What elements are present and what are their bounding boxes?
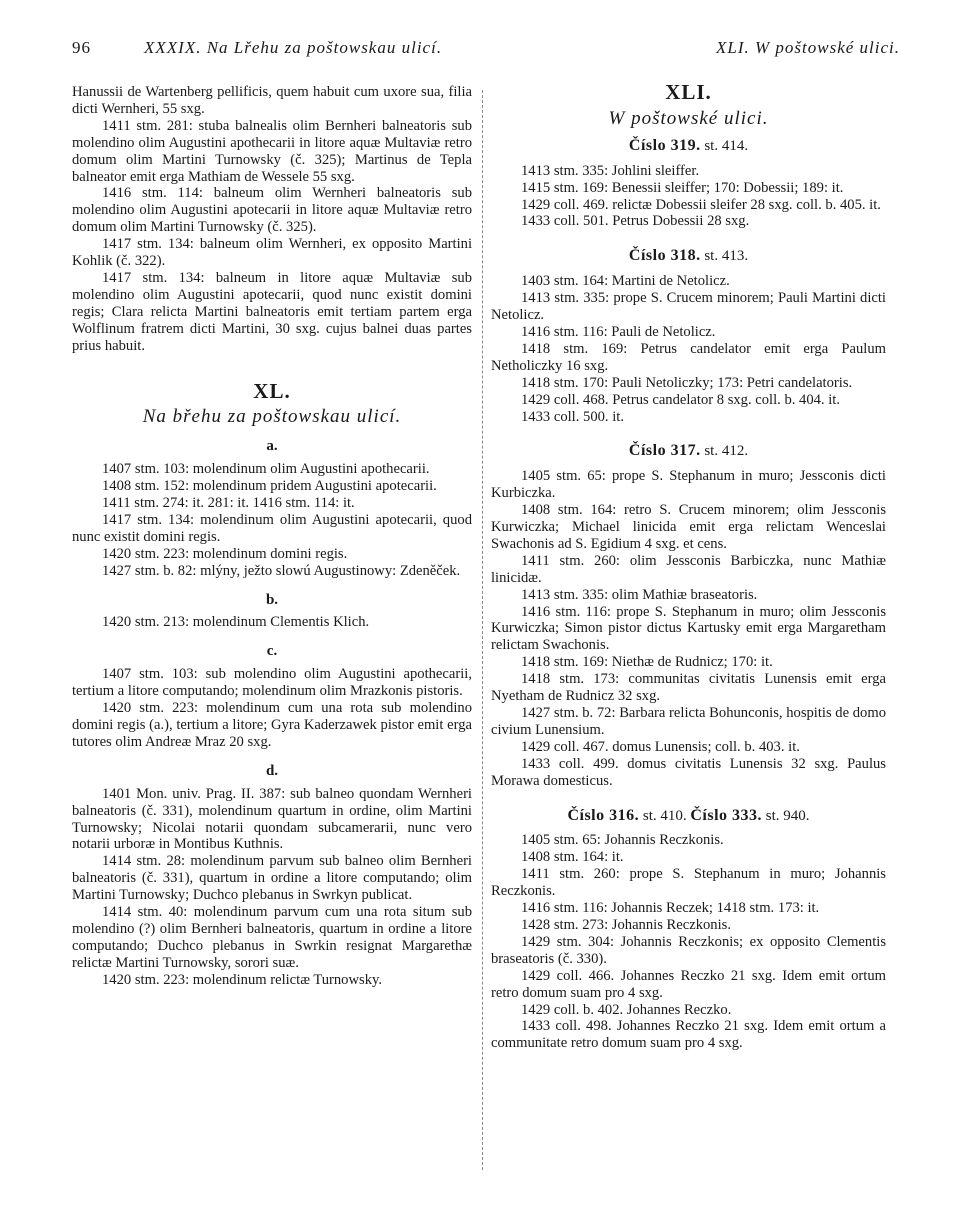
house-number-heading [491,138,886,155]
paragraph: 1420 stm. 223: molendinum cum una rota sub molendino domini regis (a.), tertium a litore; Gyra Kaderzawek pistor emit erga tutores olim Andreæ Mraz 20 sxg. [72,700,472,750]
paragraph: 1415 stm. 169: Benessii sleiffer; 170: Dobessii; 189: it. [521,179,844,196]
subsection-label: a. [266,438,278,455]
paragraph: 1420 stm. 213: molendinum Clementis Klich. [102,614,370,631]
street-number: st. 414. [704,137,749,154]
running-head-left: XXXIX. Na Lřehu za poštowskau ulicí. [144,38,443,57]
page-number: 96 [72,38,91,57]
paragraph: 1416 stm. 116: Johannis Reczek; 1418 stm. 173: it. [521,900,820,917]
section-number: XL. [253,378,291,403]
paragraph: 1433 coll. 500. it. [521,408,624,425]
paragraph: 1413 stm. 335: Johlini sleiffer. [521,162,700,179]
paragraph: 1405 stm. 65: Johannis Reczkonis. [521,832,724,849]
section-title: W poštowské ulici. [608,107,769,129]
paragraph: 1403 stm. 164: Martini de Netolicz. [521,273,730,290]
paragraph: 1420 stm. 223: molendinum relictæ Turnowsky. [102,971,382,988]
paragraph: 1414 stm. 28: molendinum parvum sub balneo olim Bernheri balneatoris (č. 331), quartum in ordine a litore computando; olim Martini Turnowsky; Duchco plebanus in Swrkyn publicat. [72,853,472,904]
paragraph: 1428 stm. 273: Johannis Reczkonis. [521,916,731,933]
house-number: Číslo 319. [628,136,701,154]
paragraph: 1411 stm. 281: stuba balnealis olim Bernheri balneatoris sub molendino olim Augustini apothecarii in litore aquæ Multaviæ retro domum olim Martini Turnowsky (č. 325); Martinus de Tepla balneator emit erga Mathiam de Wessele 55 sxg. [72,117,472,185]
paragraph: 1429 coll. 466. Johannes Reczko 21 sxg. Idem emit ortum retro domum suam pro 4 sxg. [491,967,886,1001]
paragraph: 1433 coll. 499. domus civitatis Lunensis 32 sxg. Paulus Morawa domesticus. [491,755,886,789]
house-number-heading [491,443,886,460]
paragraph: 1414 stm. 40: molendinum parvum cum una rota situm sub molendino (?) olim Bernheri balneatoris, quartum in ordine a litore computando; Duchco plebanus in Swrkin resignat Margarethæ relictæ Martini Turnowsky, sorori suæ. [72,904,472,971]
paragraph: 1411 stm. 274: it. 281: it. 1416 stm. 114: it. [102,495,355,512]
running-head-right: XLI. W poštowské ulici. [715,38,900,57]
paragraph: Hanussii de Wartenberg pellificis, quem habuit cum uxore sua, filia dicti Wernheri, 55 sxg. [72,84,472,117]
paragraph: 1433 coll. 501. Petrus Dobessii 28 sxg. [521,213,750,230]
house-number-heading [491,248,886,265]
column-divider [482,90,483,1170]
paragraph: 1416 stm. 116: Pauli de Netolicz. [521,323,716,340]
paragraph: 1429 coll. 467. domus Lunensis; coll. b. 403. it. [521,738,800,755]
paragraph: 1429 coll. b. 402. Johannes Reczko. [521,1001,732,1018]
house-number: Číslo 333. [690,806,763,824]
subsection-label: c. [266,643,278,660]
paragraph: 1429 stm. 304: Johannis Reczkonis; ex opposito Clementis braseatoris (č. 330). [491,933,886,967]
street-number: st. 413. [704,248,749,265]
left-column [72,84,472,989]
paragraph: 1408 stm. 164: retro S. Crucem minorem; olim Jessconis Kurwiczka; Michael linicida emit erga relictam Wenceslai Swachonis ad S. Egidium 4 sxg. et cens. [491,502,886,552]
paragraph: 1418 stm. 170: Pauli Netoliczky; 173: Petri candelatoris. [521,374,853,391]
house-number: Číslo 318. [628,247,701,265]
paragraph: 1405 stm. 65: prope S. Stephanum in muro; Jessconis dicti Kurbiczka. [491,468,886,502]
street-number: st. 940. [765,807,810,824]
paragraph: 1420 stm. 223: molendinum domini regis. [102,545,348,562]
paragraph: 1427 stm. b. 72: Barbara relicta Bohunconis, hospitis de domo civium Lunensium. [491,705,886,738]
section-number: XLI. [665,80,712,104]
house-number-heading [491,808,886,825]
paragraph: 1417 stm. 134: balneum olim Wernheri, ex opposito Martini Kohlik (č. 322). [72,236,472,270]
paragraph: 1417 stm. 134: balneum in litore aquæ Multaviæ sub molendino olim Augustini apotecarii, quod nunc existit domini regis; Clara relicta Martini balneatoris emit tertiam partem erga Wolflinum fratrem dicti Martini, 30 sxg. cujus balnei duas partes prius habuit. [72,269,472,354]
section-title: Na břehu za poštowskau ulicí. [142,406,402,428]
page-header [72,38,900,64]
subsection-label: b. [265,591,279,608]
paragraph: 1418 stm. 169: Niethæ de Rudnicz; 170: it. [521,654,773,671]
paragraph: 1417 stm. 134: molendinum olim Augustini apotecarii, quod nunc existit domini regis. [72,511,472,545]
street-number: st. 412. [704,443,749,460]
paragraph: 1401 Mon. univ. Prag. II. 387: sub balneo quondam Wernheri balneatoris (č. 331), molendinum quartum in ordine, olim Martini Turnowsky; Nicolai notarii quondam subcamerarii, nunc vero notarii urboræ in Montibus Kuthnis. [72,785,472,853]
paragraph: 1429 coll. 469. relictæ Dobessii sleifer 28 sxg. coll. b. 405. it. [521,196,881,213]
paragraph: 1407 stm. 103: sub molendino olim Augustini apothecarii, tertium a litore computando; molendinum olim Mrazkonis pistoris. [72,666,472,700]
paragraph: 1411 stm. 260: olim Jessconis Barbiczka, nunc Mathiæ linicidæ. [491,552,886,586]
paragraph: 1407 stm. 103: molendinum olim Augustini apothecarii. [102,461,430,478]
right-column [491,80,886,1052]
paragraph: 1427 stm. b. 82: mlýny, ježto slowú Augustinowy: Zdeněček. [102,562,461,579]
subsection-label: d. [265,762,279,779]
paragraph: 1408 stm. 164: it. [521,849,624,866]
paragraph: 1408 stm. 152: molendinum pridem Augustini apotecarii. [102,478,437,495]
house-number: Číslo 316. [567,806,640,824]
paragraph: 1413 stm. 335: prope S. Crucem minorem; Pauli Martini dicti Netolicz. [491,290,886,324]
paragraph: 1433 coll. 498. Johannes Reczko 21 sxg. Idem emit ortum a communitate retro domum suam pro 4 sxg. [491,1018,886,1052]
paragraph: 1429 coll. 468. Petrus candelator 8 sxg. coll. b. 404. it. [521,391,840,408]
paragraph: 1413 stm. 335: olim Mathiæ braseatoris. [521,586,758,603]
paragraph: 1418 stm. 169: Petrus candelator emit erga Paulum Netholiczky 16 sxg. [491,340,886,374]
street-number: st. 410. [642,807,687,824]
paragraph: 1416 stm. 114: balneum olim Wernheri balneatoris sub molendino olim Augustini apotecarii in litore aquæ Multaviæ retro domum olim Martini Turnowsky (č. 325). [72,185,472,236]
house-number: Číslo 317. [628,442,701,460]
paragraph: 1411 stm. 260: prope S. Stephanum in muro; Johannis Reczkonis. [491,866,886,900]
paragraph: 1416 stm. 116: prope S. Stephanum in muro; olim Jessconis Kurwiczka; Simon pistor dictus Kartusky emit erga Margaretham relictam Swachonis. [491,603,886,654]
paragraph: 1418 stm. 173: communitas civitatis Lunensis emit erga Nyetham de Rudnicz 32 sxg. [491,671,886,705]
